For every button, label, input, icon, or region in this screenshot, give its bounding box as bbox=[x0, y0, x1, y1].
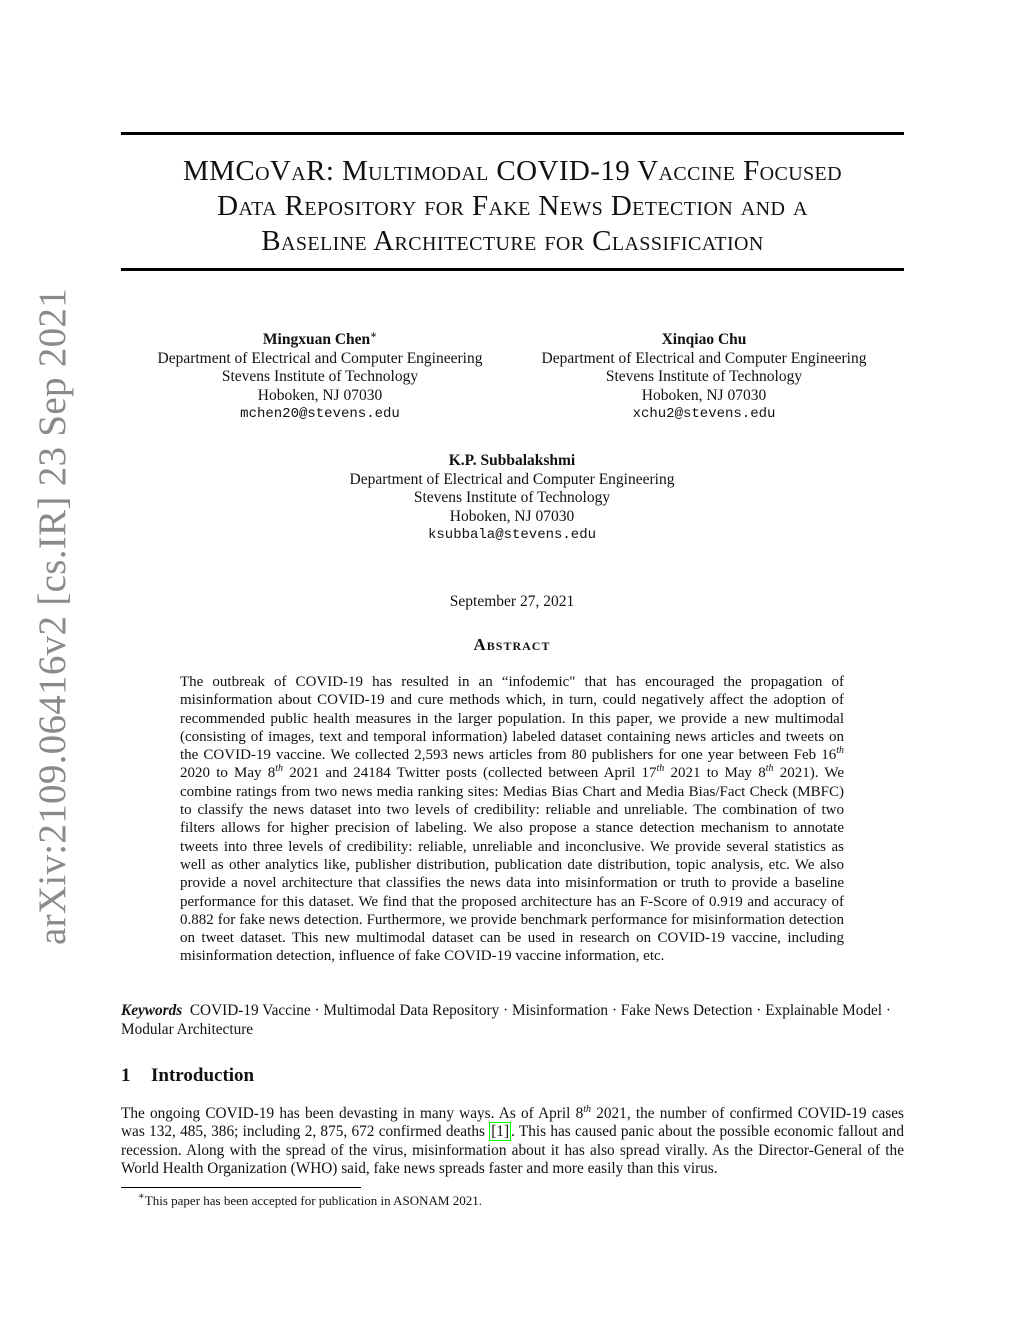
citation-link[interactable]: [1] bbox=[491, 1123, 510, 1141]
author-dept: Department of Electrical and Computer Engineering bbox=[157, 349, 483, 367]
author-block-2 bbox=[519, 331, 889, 424]
author-name: Xinqiao Chu bbox=[661, 331, 747, 348]
title-line: Data Repository for Fake News Detection and a bbox=[217, 190, 808, 222]
introduction-paragraph: The ongoing COVID-19 has been devasting in many ways. As of April 8th 2021, the number of confirmed COVID-19 cases was 132, 485, 386; including 2, 875, 672 confirmed deaths [1] . This has caused panic about the possible economic fallout and recession. Along with the spread of the virus, misinformation about it has also spread virally. As the Director-General of the World Health Organization (WHO) said, fake news spreads faster and more easily than this virus. bbox=[121, 1104, 905, 1177]
abstract-heading: Abstract bbox=[473, 635, 551, 654]
author-dept: Department of Electrical and Computer Engineering bbox=[541, 349, 867, 367]
title-line: Baseline Architecture for Classification bbox=[261, 225, 764, 257]
author-addr: Hoboken, NJ 07030 bbox=[641, 386, 767, 404]
paper-title bbox=[121, 154, 904, 259]
keywords-label: Keywords bbox=[121, 1002, 183, 1019]
section-number: 1 bbox=[121, 1065, 131, 1086]
section-heading-introduction bbox=[121, 1065, 254, 1087]
author-inst: Stevens Institute of Technology bbox=[221, 368, 419, 385]
author-block-1 bbox=[135, 331, 505, 424]
title-rule-bottom bbox=[121, 268, 904, 271]
keywords-text: COVID-19 Vaccine · Multimodal Data Repository · Misinformation · Fake News Detection · Explainable Model · Modular Architecture bbox=[121, 1002, 891, 1038]
author-inst: Stevens Institute of Technology bbox=[413, 489, 611, 506]
author-name: K.P. Subbalakshmi bbox=[448, 452, 576, 469]
arxiv-identifier: arXiv:2109.06416v2 [cs.IR] 23 Sep 2021 bbox=[31, 288, 74, 945]
author-block-3 bbox=[312, 452, 712, 545]
footnote-rule bbox=[121, 1187, 361, 1188]
footnote bbox=[138, 1193, 482, 1209]
author-name: Mingxuan Chen bbox=[262, 331, 371, 348]
keywords bbox=[121, 1002, 904, 1039]
author-addr: Hoboken, NJ 07030 bbox=[257, 386, 383, 404]
title-rule-top bbox=[121, 132, 904, 135]
section-title: Introduction bbox=[151, 1065, 255, 1086]
author-dept: Department of Electrical and Computer Engineering bbox=[349, 470, 675, 488]
footnote-mark: ∗ bbox=[138, 1191, 145, 1202]
author-addr: Hoboken, NJ 07030 bbox=[449, 507, 575, 525]
author-inst: Stevens Institute of Technology bbox=[605, 368, 803, 385]
paper-date: September 27, 2021 bbox=[449, 593, 575, 610]
title-line: MMCoVaR: Multimodal COVID-19 Vaccine Focused bbox=[182, 155, 843, 187]
abstract-body: The outbreak of COVID-19 has resulted in an “infodemic" that has encouraged the propagation of misinformation about COVID-19 and cure methods which, in turn, could negatively affect the adoption of recommended public health measures in the larger population. In this paper, we provide a new multimodal (consisting of images, text and temporal information) labeled dataset containing news articles and tweets on the COVID-19 vaccine. We collected 2,593 news articles from 80 publishers for one year between Feb 16th 2020 to May 8th 2021 and 24184 Twitter posts (collected between April 17th 2021 to May 8th 2021). We combine ratings from two news media ranking sites: Medias Bias Chart and Media Bias/Fact Check (MBFC) to classify the news dataset into two levels of credibility: reliable and unreliable. The combination of two filters allows for higher precision of labeling. We also propose a stance detection mechanism to annotate tweets into three levels of credibility: reliable, unreliable and inconclusive. We provide several statistics as well as other analytics like, publisher distribution, publication date distribution, topic analysis, etc. We also provide a novel architecture that classifies the news data into misinformation or truth to provide a baseline performance for this dataset. We find that the proposed architecture has an F-Score of 0.919 and accuracy of 0.882 for fake news detection. Furthermore, we provide benchmark performance for misinformation detection on tweet dataset. This new multimodal dataset can be used in research on COVID-19 vaccine, including misinformation detection, influence of fake COVID-19 vaccine information, etc. bbox=[180, 674, 845, 965]
footnote-text: This paper has been accepted for publication in ASONAM 2021. bbox=[144, 1193, 482, 1208]
author-email[interactable]: ksubbala@stevens.edu bbox=[427, 527, 597, 543]
author-footnote-mark: ∗ bbox=[370, 330, 378, 341]
author-email[interactable]: mchen20@stevens.edu bbox=[240, 406, 400, 422]
author-email[interactable]: xchu2@stevens.edu bbox=[632, 406, 776, 422]
